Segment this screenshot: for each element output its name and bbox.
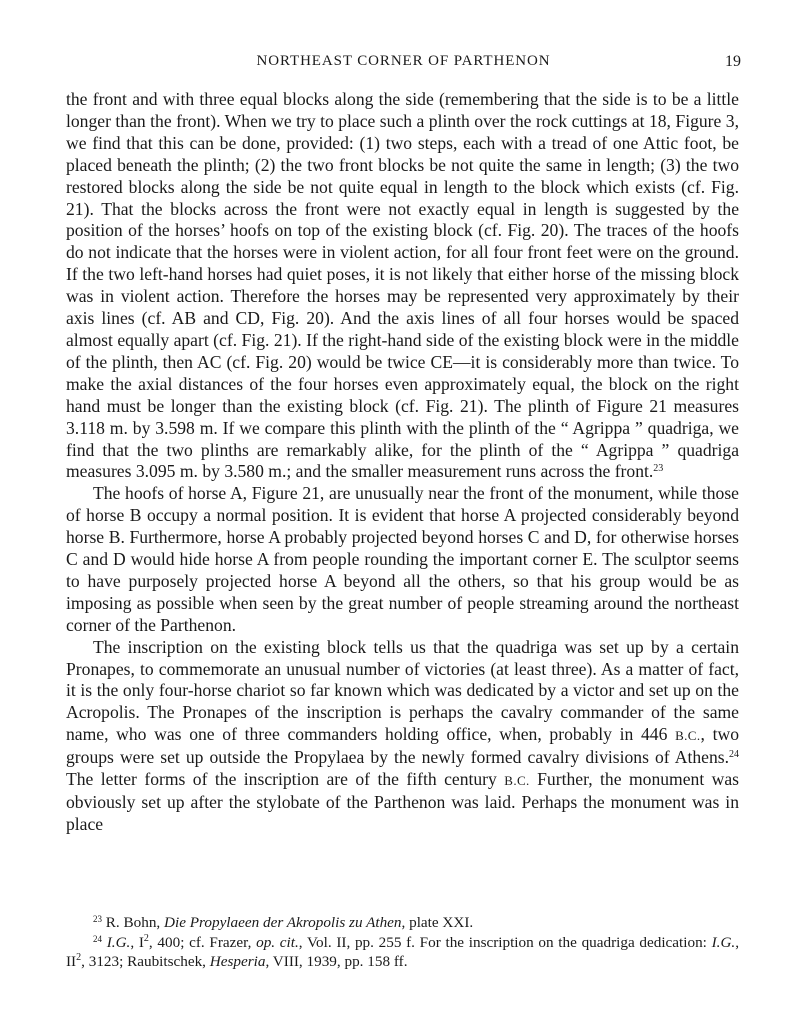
paragraph-3-text-d: Further, the monument was obviously set up after the stylobate of the Parthenon was laid. Perhaps the monument was in place — [66, 769, 740, 834]
page-number: 19 — [725, 53, 741, 70]
footnote-23-title: Die Propylaeen der Akropolis zu Athen — [164, 914, 402, 931]
footnote-24-ig-1: I.G. — [106, 933, 131, 951]
paragraph-1 — [66, 89, 739, 483]
footnote-24-mark: 24 — [93, 933, 102, 944]
footnote-24-text-a: , I — [130, 933, 144, 951]
era-abbrev: B.C. — [675, 728, 701, 744]
footnote-23-text-b: , plate XXI. — [401, 914, 474, 931]
paragraph-2 — [66, 483, 739, 636]
paragraph-3 — [66, 637, 739, 836]
footnote-24-ig-2: I.G. — [711, 933, 736, 951]
footnote-24-hesperia: Hesperia — [209, 953, 266, 970]
footnote-23-text-a: R. Bohn, — [102, 914, 165, 931]
era-abbrev: B.C. — [504, 773, 530, 789]
paragraph-1-text: the front and with three equal blocks along the side (remembering that the side is to be a little longer than the front). When we try to place such a plinth over the rock cuttings at 18, Figure 3, we find that this can be done, provided: (1) two steps, each with a tread of one Attic foot, be placed beneath the plinth; (2) the two front blocks be not quite the same in length; (3) the two restored blocks along the side be not quite equal in length to the block which exists (cf. Fig. 21). That the blocks across the front were not exactly equal in length is suggested by the position of the horses’ hoofs on top of the existing block (cf. Fig. 20). The traces of the hoofs do not indicate that the horses were in violent action, for all four front feet were on the ground. If the two left-hand horses had quiet poses, it is not likely that either horse of the missing block was in violent action. Therefore the horses may be represented very approximately by their axis lines (cf. AB and CD, Fig. 20). And the axis lines of all four horses would be spaced almost equally apart (cf. Fig. 21). If the right-hand side of the existing block were in the middle of the plinth, then AC (cf. Fig. 20) would be twice CE—it is considerably more than twice. To make the axial distances of the four horses even approximately equal, the block on the right hand must be longer than the existing block (cf. Fig. 21). The plinth of Figure 21 measures 3.118 m. by 3.598 m. If we compare this plinth with the plinth of the “ Agrippa ” quadriga, we find that the two plinths are remarkably alike, for the plinth of the “ Agrippa ” quadriga measures 3.095 m. by 3.580 m.; and the smaller measurement runs across the front. — [66, 89, 739, 482]
running-head: NORTHEAST CORNER OF PARTHENON — [256, 53, 551, 69]
footnote-24-op-cit: op. cit. — [256, 933, 299, 951]
footnote-24 — [66, 933, 739, 972]
footnote-24-text-d: , II — [66, 933, 740, 970]
footnotes — [66, 913, 739, 972]
paragraph-3-text-b: , two groups were set up outside the Propylaea by the newly formed cavalry divisions of Athens. — [66, 724, 739, 768]
paragraph-3-text-c: The letter forms of the inscription are of the fifth century — [66, 769, 505, 790]
footnote-24-text-e: , 3123; Raubitschek, — [81, 953, 210, 970]
footnote-23-mark: 23 — [93, 914, 102, 924]
footnote-24-edition-1: 2 — [143, 932, 149, 944]
footnote-23 — [66, 913, 739, 933]
paragraph-2-text: The hoofs of horse A, Figure 21, are unusually near the front of the monument, while those of horse B occupy a normal position. It is evident that horse A projected considerably beyond horse B. Furthermore, horse A probably projected beyond horses C and D, for otherwise horses C and D would hide horse A from people rounding the important corner E. The sculptor seems to have purposely projected horse A beyond all the others, so that his group would be as imposing as possible when seen by the great number of people streaming around the northeast corner of the Parthenon. — [66, 483, 739, 635]
body-text — [66, 89, 739, 836]
page-header — [66, 53, 741, 75]
footnote-24-text-f: , VIII, 1939, pp. 158 ff. — [265, 953, 408, 970]
footnote-24-text-c: , Vol. II, pp. 255 f. For the inscription on the quadriga dedication: — [298, 933, 712, 951]
footnote-24-text-b: , 400; cf. Frazer, — [148, 933, 257, 951]
footnote-ref-24: 24 — [729, 749, 739, 761]
footnote-24-edition-2: 2 — [76, 952, 82, 963]
paragraph-3-text-a: The inscription on the existing block tells us that the quadriga was set up by a certain Pronapes, to commemorate an unusual number of victories (at least three). As a matter of fact, it is the only four-horse chariot so far known which was dedicated by a victor and set up on the Acropolis. The Pronapes of the inscription is perhaps the cavalry commander of the same name, who was one of three commanders holding office, when, probably in 446 — [66, 636, 739, 745]
footnote-ref-23: 23 — [653, 463, 664, 475]
